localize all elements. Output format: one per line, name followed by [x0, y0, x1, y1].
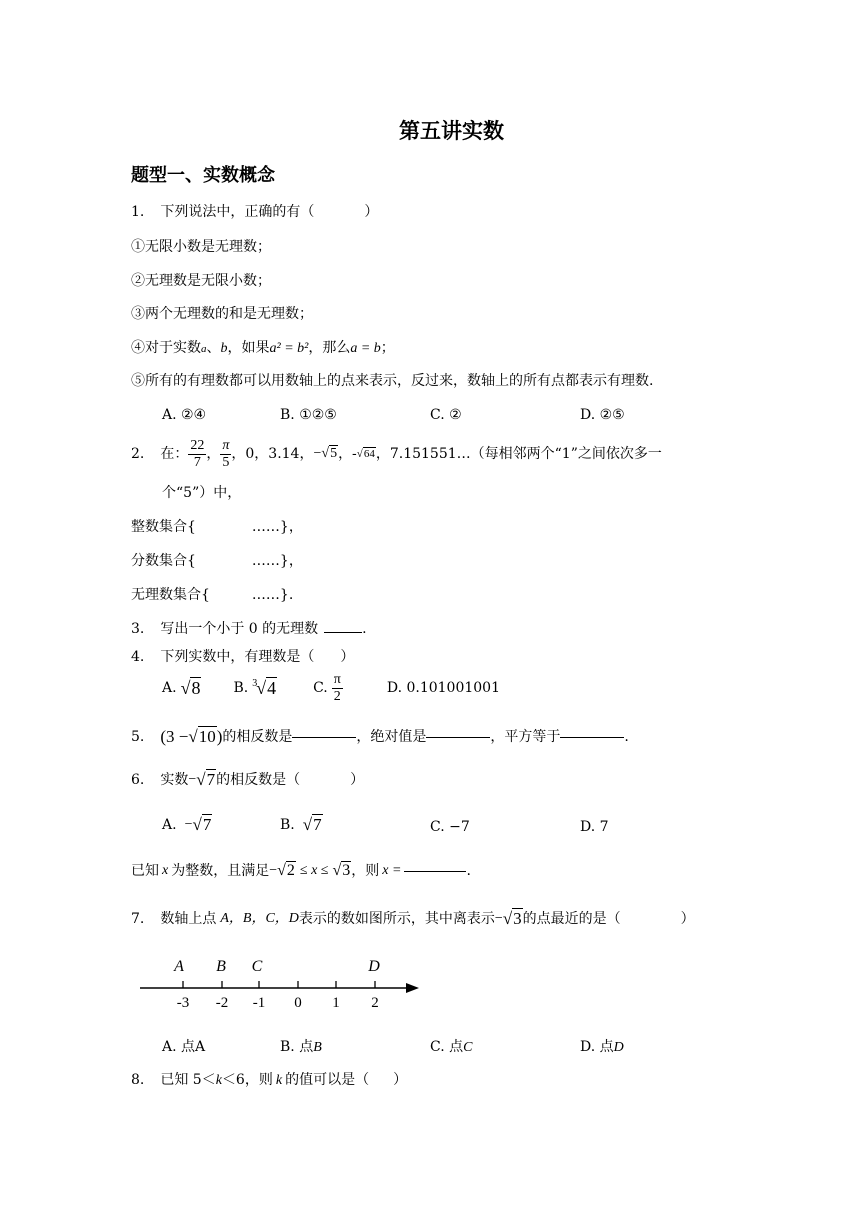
- fraction-pi-5: $\frac{\pi}{5}$: [222, 437, 230, 470]
- q4-option-a: A.: [162, 680, 177, 696]
- q1-option-c: C. ②: [430, 407, 462, 423]
- q1-s4-end: ；: [380, 340, 395, 356]
- q6-stem: 6. 实数 − √7 的相反数是（ ）: [131, 770, 365, 789]
- point-label-b: B: [216, 958, 226, 975]
- q2-mid: ，0，3.14，: [231, 446, 314, 462]
- fraction-22-7: $\frac{22}{7}$: [190, 437, 205, 470]
- q4-option-d: D. 0.101001001: [386, 680, 500, 696]
- page-title: 第五讲实数: [399, 119, 504, 143]
- section-title: 题型一、实数概念: [131, 165, 275, 186]
- q2-neg-sign: −: [313, 446, 322, 461]
- tick-label: -2: [215, 995, 229, 1011]
- number-line-arrow: [406, 983, 419, 993]
- number-line-figure: [130, 950, 430, 1014]
- q2-minus: ，-: [338, 446, 357, 462]
- q1-s4-if: ，如果: [227, 340, 270, 356]
- q4-option-b: B.: [233, 680, 249, 696]
- tick-label: 0: [294, 995, 302, 1011]
- q5-expr-close: ): [216, 727, 223, 746]
- q4-stem: 4. 下列实数中，有理数是（ ）: [131, 649, 355, 665]
- q1-text: 下列说法中，正确的有（: [160, 204, 315, 220]
- q5-blank-2[interactable]: [426, 737, 490, 738]
- set-integers: 整数集合{ ……}，: [131, 519, 303, 535]
- q1-s4-eq2: a = b: [350, 341, 381, 356]
- sqrt-8: √8: [180, 678, 201, 698]
- sqrt-7-neg: √7: [192, 815, 212, 834]
- q2-number: 2.: [131, 446, 145, 462]
- q5-blank-1[interactable]: [292, 737, 356, 738]
- q8-stem: 8. 已知 5＜k＜6，则 k 的值可以是（ ）: [131, 1072, 408, 1088]
- q1-s4-eq: a² = b²: [269, 341, 309, 356]
- q5-stem: 5. (3 − √10 ) 的相反数是 ，绝对值是 ，平方等于 .: [131, 727, 629, 746]
- q1-statement-5: ⑤所有的有理数都可以用数轴上的点来表示，反过来，数轴上的所有点都表示有理数.: [131, 373, 654, 389]
- fraction-pi-2: $\frac{\pi}{2}$: [333, 671, 341, 704]
- sqrt-64: √64: [356, 448, 375, 460]
- cube-root-4: 3 √4: [252, 678, 277, 698]
- q1-statement-1: ①无限小数是无理数；: [131, 239, 271, 255]
- tick-label: -3: [176, 995, 190, 1011]
- q1-number: 1.: [131, 204, 145, 220]
- q7-option-d: D. 点D: [580, 1039, 624, 1055]
- q4-option-c: C.: [313, 680, 328, 696]
- q2-tail: ，7.151551…（每相邻两个“1”之间依次多一: [375, 446, 662, 462]
- q1-stem: [131, 203, 378, 221]
- set-irrationals: 无理数集合{ ……}.: [131, 587, 294, 603]
- q6-option-b: B. √7: [280, 815, 322, 834]
- tick-label: -1: [252, 995, 266, 1011]
- tick-label: 1: [332, 995, 340, 1011]
- q3-stem: 3. 写出一个小于 0 的无理数 .: [131, 621, 367, 637]
- q1-option-d: D. ②⑤: [580, 407, 625, 423]
- q1-s4-var-a: a: [201, 343, 207, 355]
- tick-label: 2: [371, 995, 379, 1011]
- q1-statement-3: ③两个无理数的和是无理数；: [131, 306, 313, 322]
- point-label-c: C: [251, 958, 263, 975]
- q1-option-a: A. ②④: [162, 407, 207, 423]
- extra-question: 已知 x 为整数，且满足 − √2 ≤ x ≤ √3 ，则 x = .: [131, 862, 471, 879]
- q1-close: ）: [364, 204, 379, 220]
- q7-stem: 7. 数轴上点 A，B，C，D 表示的数如图所示，其中离表示 − √3 的点最近的是（ ）: [131, 909, 695, 928]
- q6-option-c: C. −7: [430, 819, 470, 835]
- q6-option-d: D. 7: [580, 819, 609, 835]
- q1-s4-sep: 、: [206, 340, 221, 356]
- set-fractions: 分数集合{ ……}，: [131, 553, 303, 569]
- q1-statement-2: ②无理数是无限小数；: [131, 273, 271, 289]
- point-label-a: A: [174, 958, 184, 975]
- q5-expr-open: (3 −: [160, 727, 189, 746]
- q1-statement-4: [131, 339, 395, 358]
- point-label-d: D: [368, 958, 380, 975]
- q5-blank-3[interactable]: [560, 737, 624, 738]
- q2-line2: 个“5”）中，: [162, 485, 242, 501]
- sqrt-7: √7: [196, 770, 216, 789]
- q7-option-a: A. 点A: [162, 1039, 206, 1055]
- q6-option-a: A. − √7: [162, 815, 212, 834]
- sqrt-5: √5: [321, 446, 338, 461]
- q1-option-b: B. ①②⑤: [280, 407, 337, 423]
- q2-pre: 在：: [160, 446, 189, 462]
- sqrt-10: √10: [188, 727, 216, 746]
- q2-stem: 2. 在： $\frac{22}{7}$ ， $\frac{\pi}{5}$ ，0，3.14， − √5 ，- √64 ，7.151551…（每相邻两个“1”之间依次多一: [131, 437, 662, 470]
- q1-s4-then: ，那么: [308, 340, 351, 356]
- q1-s4-text: ④对于实数: [131, 340, 201, 356]
- q4-options: [162, 668, 500, 708]
- sqrt-7-pos: √7: [302, 815, 322, 834]
- q1-s4-var-b: b: [220, 341, 228, 356]
- q3-answer-blank[interactable]: [324, 632, 362, 633]
- q7-option-c: C. 点C: [430, 1039, 473, 1055]
- extra-answer-blank[interactable]: [404, 871, 466, 872]
- q7-option-b: B. 点B: [280, 1039, 322, 1055]
